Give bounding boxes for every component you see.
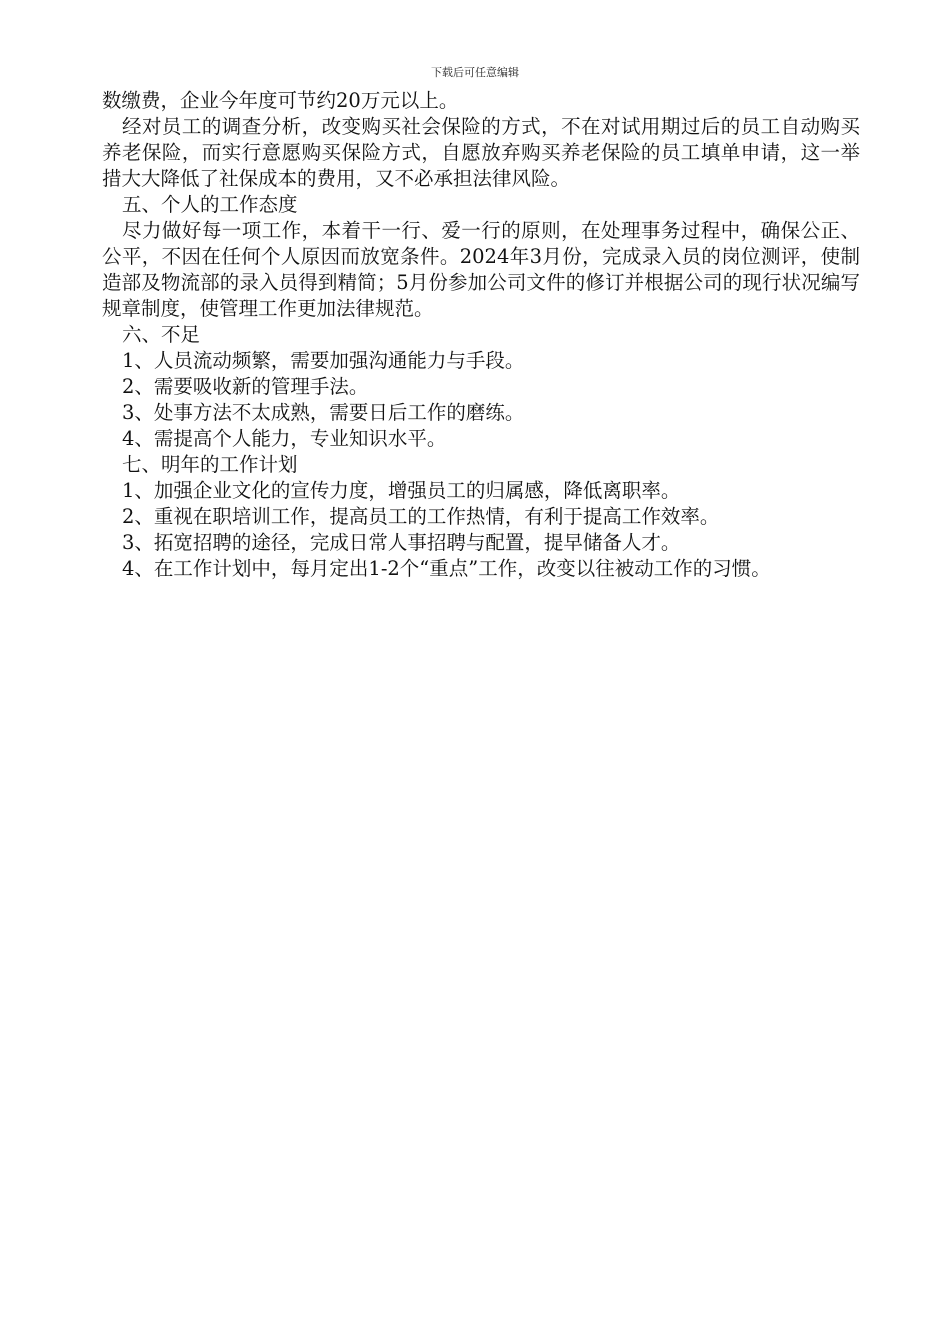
list-item: 1、人员流动频繁，需要加强沟通能力与手段。: [122, 349, 525, 372]
document-body: [102, 88, 860, 582]
page-header: 下载后可任意编辑: [431, 66, 519, 79]
paragraph: 经对员工的调查分析，改变购买社会保险的方式，不在对试用期过后的员工自动购买养老保险，而实行意愿购买保险方式，自愿放弃购买养老保险的员工填单申请，这一举措大大降低了社保成本的费用，又不必承担法律风险。: [102, 115, 860, 190]
list-item: 2、重视在职培训工作，提高员工的工作热情，有利于提高工作效率。: [122, 505, 720, 528]
section-heading: 五、个人的工作态度: [122, 193, 298, 216]
list-item: 4、在工作计划中，每月定出1-2个“重点”工作，改变以往被动工作的习惯。: [122, 557, 771, 580]
list-item: 3、拓宽招聘的途径，完成日常人事招聘与配置，提早储备人才。: [122, 531, 681, 554]
list-item: 1、加强企业文化的宣传力度，增强员工的归属感，降低离职率。: [122, 479, 681, 502]
section-heading: 六、不足: [122, 323, 201, 346]
list-item: 3、处事方法不太成熟，需要日后工作的磨练。: [122, 401, 525, 424]
list-item: 4、需提高个人能力，专业知识水平。: [122, 427, 447, 450]
paragraph: 尽力做好每一项工作，本着干一行、爱一行的原则，在处理事务过程中，确保公正、公平，不因在任何个人原因而放宽条件。2024年3月份，完成录入员的岗位测评，使制造部及物流部的录入员得到精简；5月份参加公司文件的修订并根据公司的现行状况编写规章制度，使管理工作更加法律规范。: [102, 219, 860, 320]
section-heading: 七、明年的工作计划: [122, 453, 298, 476]
list-item: 2、需要吸收新的管理手法。: [122, 375, 369, 398]
paragraph: 数缴费，企业今年度可节约20万元以上。: [102, 89, 459, 112]
